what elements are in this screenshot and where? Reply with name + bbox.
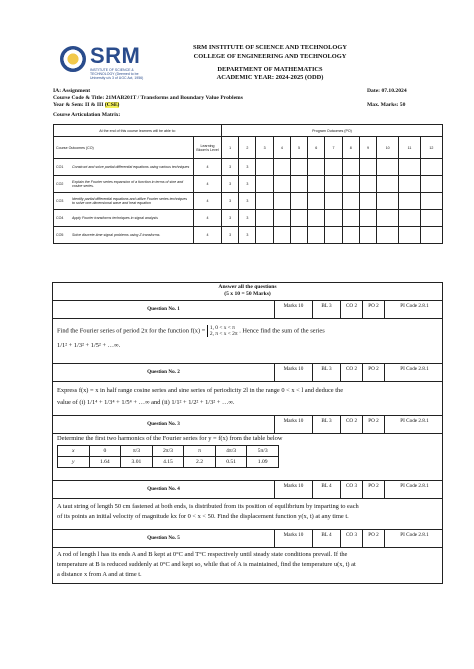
y-value-cell: y <box>58 457 90 468</box>
bloom-level-cell: 4 <box>194 159 222 176</box>
co-cell <box>54 210 194 227</box>
department-name: DEPARTMENT OF MATHEMATICS <box>217 66 323 73</box>
question-header-row <box>53 480 442 499</box>
po-empty-cell <box>359 193 376 210</box>
po1-cell: 3 <box>222 159 239 176</box>
po-empty-cell <box>377 176 399 193</box>
po1-cell: 3 <box>222 193 239 210</box>
year-semester <box>53 102 119 109</box>
co-description: Solve discrete-time signal problems using Z transforms. <box>72 232 161 237</box>
po-empty-cell <box>273 227 290 244</box>
po2-cell: 3 <box>239 159 256 176</box>
co-code: CO1 <box>56 165 64 169</box>
logo-tagline: INSTITUTE OF SCIENCE & TECHNOLOGY (Deemed to be University u/s 3 of UGC Act, 1956) <box>90 68 144 80</box>
date-label: Date: 07.10.2024 <box>367 88 407 94</box>
question-1-text <box>57 325 441 337</box>
po-empty-cell <box>399 193 421 210</box>
ia-label: IA: Assignment <box>53 88 91 94</box>
po-empty-cell <box>325 176 342 193</box>
po-empty-cell <box>399 176 421 193</box>
y-value-cell: 1.09 <box>247 457 279 468</box>
po-empty-cell <box>420 227 442 244</box>
po-number: 3 <box>256 137 273 159</box>
po-empty-cell <box>377 227 399 244</box>
question-2-text-b: value of (i) 1/1⁴ + 1/3⁴ + 1/5⁴ + …∞ and (ii) 1/1² + 1/2² + 1/3² + …∞. <box>57 399 235 406</box>
co-cell: CO 3 <box>341 530 363 547</box>
po-empty-cell <box>273 159 290 176</box>
q1-text-b: . Hence find the sum of the series <box>239 327 325 335</box>
po-empty-cell <box>290 193 307 210</box>
marks-cell: Marks 10 <box>275 301 313 318</box>
logo-text: SRM <box>90 43 141 68</box>
bl-cell: BL 3 <box>313 364 341 381</box>
co-cell: CO 2 <box>341 364 363 381</box>
x-value-cell: 5π/3 <box>247 446 279 457</box>
question-4-text-b: of its points an initial velocity of magnitude kx for 0 < x < 50. Find the displacement function y(x, t) at any time t. <box>57 513 349 520</box>
po-empty-cell <box>256 176 273 193</box>
po-empty-cell <box>256 227 273 244</box>
branch-highlight: (CSE) <box>104 102 120 108</box>
po-empty-cell <box>290 227 307 244</box>
co-cell <box>54 176 194 193</box>
question-paper <box>52 282 443 584</box>
question-label: Question No. 4 <box>53 481 275 498</box>
y-values-row <box>58 457 279 468</box>
po-number: 8 <box>342 137 359 159</box>
po-empty-cell <box>342 159 359 176</box>
po1-cell: 3 <box>222 176 239 193</box>
q1-series: 1/1² + 1/3² + 1/5² + …∞. <box>57 342 121 349</box>
srm-emblem-icon <box>60 46 86 72</box>
matrix-row <box>54 227 443 244</box>
po-empty-cell <box>342 193 359 210</box>
question-label: Question No. 3 <box>53 416 275 433</box>
x-value-cell: π <box>184 446 216 457</box>
co-cell: CO 2 <box>341 416 363 433</box>
po-number: 11 <box>399 137 421 159</box>
question-2-text-a: Express f(x) = x in half range cosine series and sine series of periodicity 2l in the range 0 < x < l and deduce the <box>57 387 344 394</box>
question-header-row <box>53 415 442 434</box>
marks-cell: Marks 10 <box>275 416 313 433</box>
co-header: Course Outcomes (CO) <box>54 137 194 159</box>
pi-code-cell: PI Code 2.8.1 <box>400 418 429 424</box>
y-value-cell: 3.01 <box>121 457 153 468</box>
po-header: Program Outcomes (PO) <box>222 125 443 137</box>
po-empty-cell <box>342 176 359 193</box>
po-empty-cell <box>273 176 290 193</box>
pi-code-cell: PI Code 2.8.1 <box>400 366 429 372</box>
po-number: 4 <box>273 137 290 159</box>
po2-cell: 3 <box>239 193 256 210</box>
po-number: 5 <box>290 137 307 159</box>
question-label: Question No. 5 <box>53 530 275 547</box>
po-empty-cell <box>399 227 421 244</box>
bl-cell: BL 3 <box>313 301 341 318</box>
pi-code-cell: PI Code 2.8.1 <box>400 532 429 538</box>
po-number: 9 <box>359 137 376 159</box>
co-cell <box>54 193 194 210</box>
piecewise-function <box>207 325 238 337</box>
po-cell: PO 2 <box>363 481 385 498</box>
bl-cell: BL 4 <box>313 530 341 547</box>
matrix-row <box>54 159 443 176</box>
po-number: 2 <box>239 137 256 159</box>
piecewise-case-1: 1, 0 < x < π <box>209 325 235 331</box>
po-empty-cell <box>359 210 376 227</box>
po-empty-cell <box>256 159 273 176</box>
x-value-cell: 2π/3 <box>152 446 184 457</box>
po-empty-cell <box>342 210 359 227</box>
po-empty-cell <box>290 159 307 176</box>
matrix-row <box>54 193 443 210</box>
po-cell: PO 2 <box>363 530 385 547</box>
max-marks: Max. Marks: 50 <box>367 102 406 108</box>
po-empty-cell <box>256 193 273 210</box>
co-cell: CO 2 <box>341 301 363 318</box>
question-label: Question No. 1 <box>53 301 275 318</box>
articulation-matrix <box>53 124 443 244</box>
bloom-level-cell: 4 <box>194 176 222 193</box>
po-empty-cell <box>308 210 325 227</box>
po-empty-cell <box>359 227 376 244</box>
po-empty-cell <box>399 210 421 227</box>
co-description: Construct and solve partial differential equations using various techniques <box>72 164 190 169</box>
po-cell: PO 2 <box>363 416 385 433</box>
x-value-cell: 0 <box>89 446 121 457</box>
po-empty-cell <box>290 210 307 227</box>
po-empty-cell <box>308 193 325 210</box>
x-values-row <box>58 446 279 457</box>
po-empty-cell <box>359 176 376 193</box>
po-cell: PO 2 <box>363 301 385 318</box>
co-code: CO4 <box>56 216 64 220</box>
question-label: Question No. 2 <box>53 364 275 381</box>
instruction-text: Answer all the questions <box>218 284 277 290</box>
marks-cell: Marks 10 <box>275 481 313 498</box>
paper-instructions <box>53 283 442 298</box>
x-value-cell: π/3 <box>121 446 153 457</box>
x-value-cell: 4π/3 <box>215 446 247 457</box>
po-number: 10 <box>377 137 399 159</box>
co-cell <box>54 159 194 176</box>
po-empty-cell <box>420 210 442 227</box>
marks-cell: Marks 10 <box>275 364 313 381</box>
matrix-intro: At the end of this course learners will be able to: <box>54 125 222 137</box>
po-empty-cell <box>273 210 290 227</box>
po-number: 7 <box>325 137 342 159</box>
question-header-row <box>53 529 442 548</box>
po-empty-cell <box>420 159 442 176</box>
year-sem-text: Year & Sem: II & III <box>53 102 104 108</box>
q1-text-a: Find the Fourier series of period 2π for the function f(x) = <box>57 327 206 335</box>
question-header-row <box>53 363 442 382</box>
po-empty-cell <box>377 210 399 227</box>
question-3-text: Determine the first two harmonics of the Fourier series for y = f(x) from the table below <box>57 435 283 442</box>
question-4-text-a: A taut string of length 50 cm fastened at both ends, is distributed from its position of equilibrium by imparting to each <box>57 503 359 510</box>
institute-name: SRM INSTITUTE OF SCIENCE AND TECHNOLOGY <box>193 44 347 51</box>
po-number: 12 <box>420 137 442 159</box>
po-empty-cell <box>273 193 290 210</box>
question-5-text-b: temperature at B is reduced suddenly at 0°C and kept so, while that of A is maintained, find the temperature u(x, t) at <box>57 561 356 568</box>
po-number: 1 <box>222 137 239 159</box>
po-empty-cell <box>325 159 342 176</box>
y-value-cell: 4.15 <box>152 457 184 468</box>
y-value-cell: 1.64 <box>89 457 121 468</box>
academic-year: ACADEMIC YEAR: 2024-2025 (ODD) <box>216 74 324 81</box>
po-empty-cell <box>420 193 442 210</box>
po-empty-cell <box>290 176 307 193</box>
y-value-cell: 0.51 <box>215 457 247 468</box>
po-empty-cell <box>399 159 421 176</box>
po-empty-cell <box>308 227 325 244</box>
piecewise-case-2: 2, π < x < 2π <box>209 331 238 337</box>
po-empty-cell <box>377 159 399 176</box>
pi-code-cell: PI Code 2.8.1 <box>400 483 429 489</box>
question-5-text-c: a distance x from A and at time t. <box>57 571 142 578</box>
po-empty-cell <box>308 176 325 193</box>
po2-cell: 3 <box>239 210 256 227</box>
bloom-level-cell: 4 <box>194 227 222 244</box>
question-5-text-a: A rod of length l has its ends A and B kept at 0°C and T°C respectively until steady state conditions prevail. If the <box>57 551 348 558</box>
po-empty-cell <box>359 159 376 176</box>
question-header-row <box>53 300 442 319</box>
po-empty-cell <box>325 210 342 227</box>
matrix-row <box>54 176 443 193</box>
po1-cell: 3 <box>222 227 239 244</box>
bloom-level-cell: 4 <box>194 193 222 210</box>
harmonics-table <box>57 445 279 468</box>
marks-scheme: (5 x 10 = 50 Marks) <box>224 291 271 297</box>
bl-cell: BL 3 <box>313 416 341 433</box>
po1-cell: 3 <box>222 210 239 227</box>
marks-cell: Marks 10 <box>275 530 313 547</box>
po-empty-cell <box>325 193 342 210</box>
bloom-level-cell: 4 <box>194 210 222 227</box>
bl-cell: BL 4 <box>313 481 341 498</box>
co-description: Identify partial differential equations and utilize Fourier series techniques to solve one-dimensional wave and heat equation <box>72 196 188 205</box>
pi-code-cell: PI Code 2.8.1 <box>400 303 429 309</box>
co-cell <box>54 227 194 244</box>
y-value-cell: 2.2 <box>184 457 216 468</box>
po2-cell: 3 <box>239 176 256 193</box>
po-cell: PO 2 <box>363 364 385 381</box>
po-empty-cell <box>308 159 325 176</box>
po-empty-cell <box>256 210 273 227</box>
co-description: Explain the Fourier series expansion of a function in terms of sine and cosine series. <box>72 179 184 188</box>
po-number: 6 <box>308 137 325 159</box>
po-empty-cell <box>325 227 342 244</box>
po-empty-cell <box>420 176 442 193</box>
co-code: CO5 <box>56 233 64 237</box>
matrix-title: Course Articulation Matrix: <box>53 112 121 118</box>
x-value-cell: x <box>58 446 90 457</box>
matrix-row <box>54 210 443 227</box>
course-title: Course Code & Title: 21MAB201T / Transforms and Boundary Value Problems <box>53 95 243 101</box>
co-cell: CO 3 <box>341 481 363 498</box>
co-description: Apply Fourier transforms techniques in signal analysis <box>72 215 158 220</box>
college-name: COLLEGE OF ENGINEERING AND TECHNOLOGY <box>193 53 347 60</box>
po2-cell: 3 <box>239 227 256 244</box>
co-code: CO3 <box>56 199 64 203</box>
co-code: CO2 <box>56 182 64 186</box>
po-empty-cell <box>342 227 359 244</box>
level-header: Learning Bloom's Level <box>194 137 222 159</box>
po-empty-cell <box>377 193 399 210</box>
